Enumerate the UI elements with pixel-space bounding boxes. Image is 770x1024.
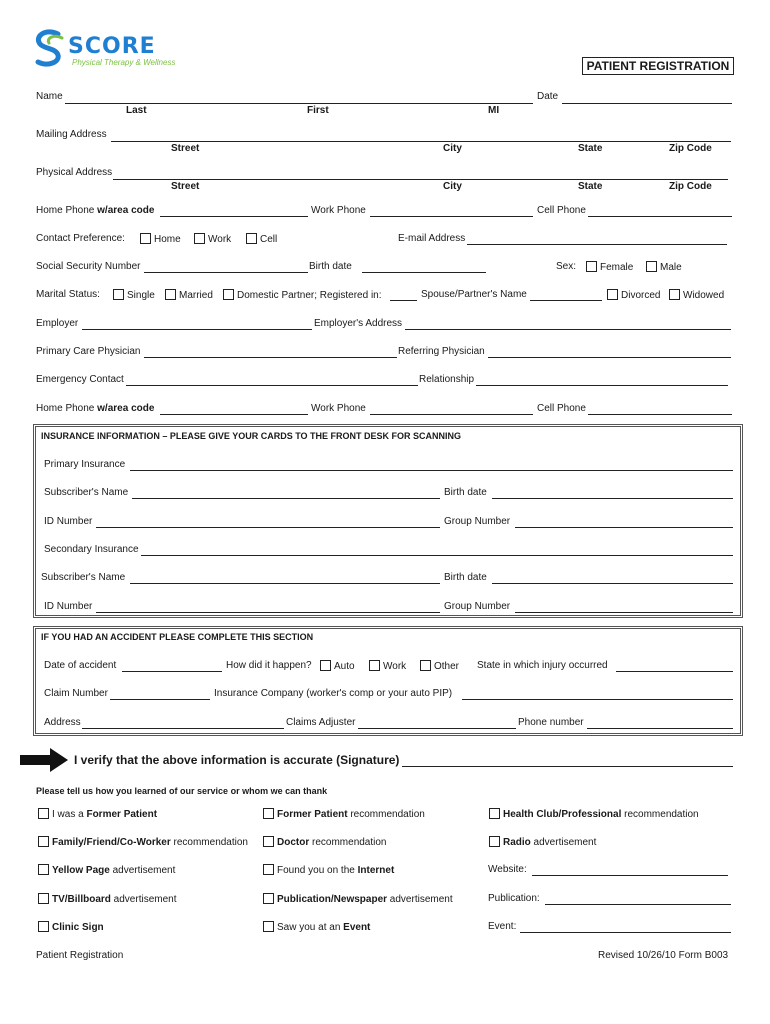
logo-swirl-icon bbox=[32, 28, 68, 68]
work-phone-label: Work Phone bbox=[311, 205, 366, 216]
sex-label: Sex: bbox=[556, 261, 577, 272]
mailing-address-field[interactable] bbox=[111, 141, 731, 142]
secondary-insurance-label: Secondary Insurance bbox=[44, 544, 139, 555]
ins-birth-field[interactable] bbox=[492, 498, 733, 499]
state-caption: State bbox=[578, 143, 603, 154]
arrow-right-icon bbox=[20, 748, 68, 772]
accident-phone-label: Phone number bbox=[518, 717, 584, 728]
checkbox[interactable] bbox=[607, 289, 618, 300]
subscriber-label: Subscriber's Name bbox=[44, 487, 129, 498]
injury-state-field[interactable] bbox=[616, 671, 733, 672]
checkbox[interactable] bbox=[263, 921, 274, 932]
logo-name: SCORE bbox=[68, 34, 156, 59]
insurance-header: INSURANCE INFORMATION – PLEASE GIVE YOUR CARDS TO THE FRONT DESK FOR SCANNING bbox=[41, 431, 462, 441]
footer-right: Revised 10/26/10 Form B003 bbox=[598, 950, 729, 961]
signature-field[interactable] bbox=[402, 766, 733, 767]
checkbox[interactable] bbox=[646, 261, 657, 272]
logo bbox=[32, 28, 182, 70]
marital-divorced-option[interactable]: Divorced bbox=[607, 289, 660, 301]
group-number2-label: Group Number bbox=[444, 601, 511, 612]
employer-field[interactable] bbox=[82, 329, 312, 330]
subscriber-field[interactable] bbox=[132, 498, 440, 499]
checkbox[interactable] bbox=[420, 660, 431, 671]
checkbox[interactable] bbox=[194, 233, 205, 244]
ref-publication[interactable]: Publication/Newspaper advertisement bbox=[263, 893, 453, 905]
event-field[interactable] bbox=[520, 932, 731, 933]
first-caption: First bbox=[307, 105, 329, 116]
checkbox[interactable] bbox=[489, 808, 500, 819]
city-caption: City bbox=[443, 143, 462, 154]
checkbox[interactable] bbox=[246, 233, 257, 244]
checkbox[interactable] bbox=[263, 836, 274, 847]
claim-number-field[interactable] bbox=[110, 699, 210, 700]
checkbox[interactable] bbox=[38, 836, 49, 847]
website-field[interactable] bbox=[532, 875, 728, 876]
secondary-insurance-field[interactable] bbox=[141, 555, 733, 556]
street-caption: Street bbox=[171, 181, 200, 192]
insurance-company-field[interactable] bbox=[462, 699, 733, 700]
cell-phone2-field[interactable] bbox=[588, 414, 732, 415]
zip-caption: Zip Code bbox=[669, 181, 712, 192]
physical-address-field[interactable] bbox=[113, 179, 728, 180]
marital-married-option[interactable]: Married bbox=[165, 289, 213, 301]
emergency-label: Emergency Contact bbox=[36, 374, 124, 385]
street-caption: Street bbox=[171, 143, 200, 154]
email-field[interactable] bbox=[467, 244, 727, 245]
accident-auto-option[interactable]: Auto bbox=[320, 660, 355, 672]
checkbox[interactable] bbox=[263, 893, 274, 904]
id-number-field[interactable] bbox=[96, 527, 440, 528]
logo-tagline: Physical Therapy & Wellness bbox=[72, 58, 176, 67]
employer-label: Employer bbox=[36, 318, 79, 329]
checkbox[interactable] bbox=[223, 289, 234, 300]
group-number-field[interactable] bbox=[515, 527, 733, 528]
accident-address-field[interactable] bbox=[82, 728, 284, 729]
injury-state-label: State in which injury occurred bbox=[477, 660, 608, 671]
home-phone2-field[interactable] bbox=[160, 414, 308, 415]
insurance-company-label: Insurance Company (worker's comp or your auto PIP) bbox=[214, 688, 453, 699]
relationship-field[interactable] bbox=[476, 385, 728, 386]
checkbox[interactable] bbox=[586, 261, 597, 272]
primary-insurance-label: Primary Insurance bbox=[44, 459, 126, 470]
cell-phone-label: Cell Phone bbox=[537, 205, 586, 216]
employer-address-field[interactable] bbox=[405, 329, 731, 330]
spouse-label: Spouse/Partner's Name bbox=[421, 289, 527, 300]
work-phone2-field[interactable] bbox=[370, 414, 533, 415]
marital-single-option[interactable]: Single bbox=[113, 289, 155, 301]
pcp-field[interactable] bbox=[144, 357, 397, 358]
publication-field[interactable] bbox=[545, 904, 731, 905]
checkbox[interactable] bbox=[38, 921, 49, 932]
checkbox[interactable] bbox=[263, 864, 274, 875]
contact-home-option[interactable]: Home bbox=[140, 233, 181, 245]
accident-section bbox=[33, 626, 743, 736]
checkbox[interactable] bbox=[113, 289, 124, 300]
footer-left: Patient Registration bbox=[36, 950, 124, 961]
claims-adjuster-label: Claims Adjuster bbox=[286, 717, 356, 728]
name-field[interactable] bbox=[65, 103, 533, 104]
id-number-label: ID Number bbox=[44, 516, 93, 527]
ref-tv-billboard[interactable]: TV/Billboard advertisement bbox=[38, 893, 177, 905]
birth-date-field[interactable] bbox=[362, 272, 486, 273]
page-title: PATIENT REGISTRATION bbox=[582, 57, 734, 75]
employer-address-label: Employer's Address bbox=[314, 318, 403, 329]
ins-birth2-label: Birth date bbox=[444, 572, 487, 583]
ref-doctor[interactable]: Doctor recommendation bbox=[263, 836, 387, 848]
referring-label: Referring Physician bbox=[398, 346, 485, 357]
how-label: How did it happen? bbox=[226, 660, 312, 671]
ref-internet[interactable]: Found you on the Internet bbox=[263, 864, 394, 876]
publication-label: Publication: bbox=[488, 893, 540, 904]
primary-insurance-field[interactable] bbox=[130, 470, 733, 471]
accident-phone-field[interactable] bbox=[587, 728, 733, 729]
website-label: Website: bbox=[488, 864, 527, 875]
checkbox[interactable] bbox=[38, 864, 49, 875]
subscriber2-label: Subscriber's Name bbox=[41, 572, 126, 583]
ref-former-patient-recommendation[interactable]: Former Patient recommendation bbox=[263, 808, 425, 820]
cell-phone2-label: Cell Phone bbox=[537, 403, 586, 414]
verify-label: I verify that the above information is accurate (Signature) bbox=[74, 753, 400, 767]
id-number2-label: ID Number bbox=[44, 601, 93, 612]
marital-domestic-option[interactable]: Domestic Partner; Registered in: bbox=[223, 289, 382, 301]
checkbox[interactable] bbox=[669, 289, 680, 300]
home-phone-field[interactable] bbox=[160, 216, 308, 217]
relationship-label: Relationship bbox=[419, 374, 475, 385]
home-phone-label: Home Phone w/area code bbox=[36, 205, 155, 216]
sex-male-option[interactable]: Male bbox=[646, 261, 682, 273]
date-label: Date bbox=[537, 91, 559, 102]
ref-family-friend[interactable]: Family/Friend/Co-Worker recommendation bbox=[38, 836, 248, 848]
spouse-field[interactable] bbox=[530, 300, 602, 301]
insurance-section bbox=[33, 424, 743, 618]
group-number-label: Group Number bbox=[444, 516, 511, 527]
ref-health-club[interactable]: Health Club/Professional recommendation bbox=[489, 808, 699, 820]
marital-widowed-option[interactable]: Widowed bbox=[669, 289, 724, 301]
checkbox[interactable] bbox=[320, 660, 331, 671]
ref-clinic-sign[interactable]: Clinic Sign bbox=[38, 921, 104, 933]
ins-birth-label: Birth date bbox=[444, 487, 487, 498]
id-number2-field[interactable] bbox=[96, 612, 440, 613]
referring-field[interactable] bbox=[488, 357, 731, 358]
work-phone-field[interactable] bbox=[370, 216, 533, 217]
accident-header: IF YOU HAD AN ACCIDENT PLEASE COMPLETE THIS SECTION bbox=[41, 632, 314, 642]
subscriber2-field[interactable] bbox=[130, 583, 440, 584]
ref-radio[interactable]: Radio advertisement bbox=[489, 836, 596, 848]
home-phone2-label: Home Phone w/area code bbox=[36, 403, 155, 414]
zip-caption: Zip Code bbox=[669, 143, 712, 154]
last-caption: Last bbox=[126, 105, 147, 116]
accident-work-option[interactable]: Work bbox=[369, 660, 406, 672]
mailing-address-label: Mailing Address bbox=[36, 129, 107, 140]
claims-adjuster-field[interactable] bbox=[358, 728, 516, 729]
event-label: Event: bbox=[488, 921, 517, 932]
checkbox[interactable] bbox=[165, 289, 176, 300]
checkbox[interactable] bbox=[38, 893, 49, 904]
referral-heading: Please tell us how you learned of our service or whom we can thank bbox=[36, 786, 328, 796]
name-label: Name bbox=[36, 91, 63, 102]
ref-former-patient[interactable]: I was a Former Patient bbox=[38, 808, 157, 820]
cell-phone-field[interactable] bbox=[588, 216, 732, 217]
group-number2-field[interactable] bbox=[515, 612, 733, 613]
state-caption: State bbox=[578, 181, 603, 192]
accident-date-field[interactable] bbox=[122, 671, 222, 672]
accident-other-option[interactable]: Other bbox=[420, 660, 459, 672]
claim-number-label: Claim Number bbox=[44, 688, 108, 699]
ref-yellow-page[interactable]: Yellow Page advertisement bbox=[38, 864, 175, 876]
work-phone2-label: Work Phone bbox=[311, 403, 366, 414]
birth-date-label: Birth date bbox=[309, 261, 352, 272]
contact-work-option[interactable]: Work bbox=[194, 233, 231, 245]
ins-birth2-field[interactable] bbox=[492, 583, 733, 584]
date-field[interactable] bbox=[562, 103, 732, 104]
pcp-label: Primary Care Physician bbox=[36, 346, 141, 357]
ssn-label: Social Security Number bbox=[36, 261, 141, 272]
checkbox[interactable] bbox=[140, 233, 151, 244]
contact-cell-option[interactable]: Cell bbox=[246, 233, 277, 245]
sex-female-option[interactable]: Female bbox=[586, 261, 633, 273]
checkbox[interactable] bbox=[369, 660, 380, 671]
emergency-field[interactable] bbox=[126, 385, 418, 386]
accident-address-label: Address bbox=[44, 717, 81, 728]
checkbox[interactable] bbox=[489, 836, 500, 847]
mi-caption: MI bbox=[488, 105, 500, 116]
physical-address-label: Physical Address bbox=[36, 167, 113, 178]
email-label: E-mail Address bbox=[398, 233, 466, 244]
contact-pref-label: Contact Preference: bbox=[36, 233, 125, 244]
accident-date-label: Date of accident bbox=[44, 660, 117, 671]
registered-in-field[interactable] bbox=[390, 300, 417, 301]
marital-label: Marital Status: bbox=[36, 289, 100, 300]
ssn-field[interactable] bbox=[144, 272, 308, 273]
city-caption: City bbox=[443, 181, 462, 192]
checkbox[interactable] bbox=[263, 808, 274, 819]
ref-event[interactable]: Saw you at an Event bbox=[263, 921, 370, 933]
checkbox[interactable] bbox=[38, 808, 49, 819]
